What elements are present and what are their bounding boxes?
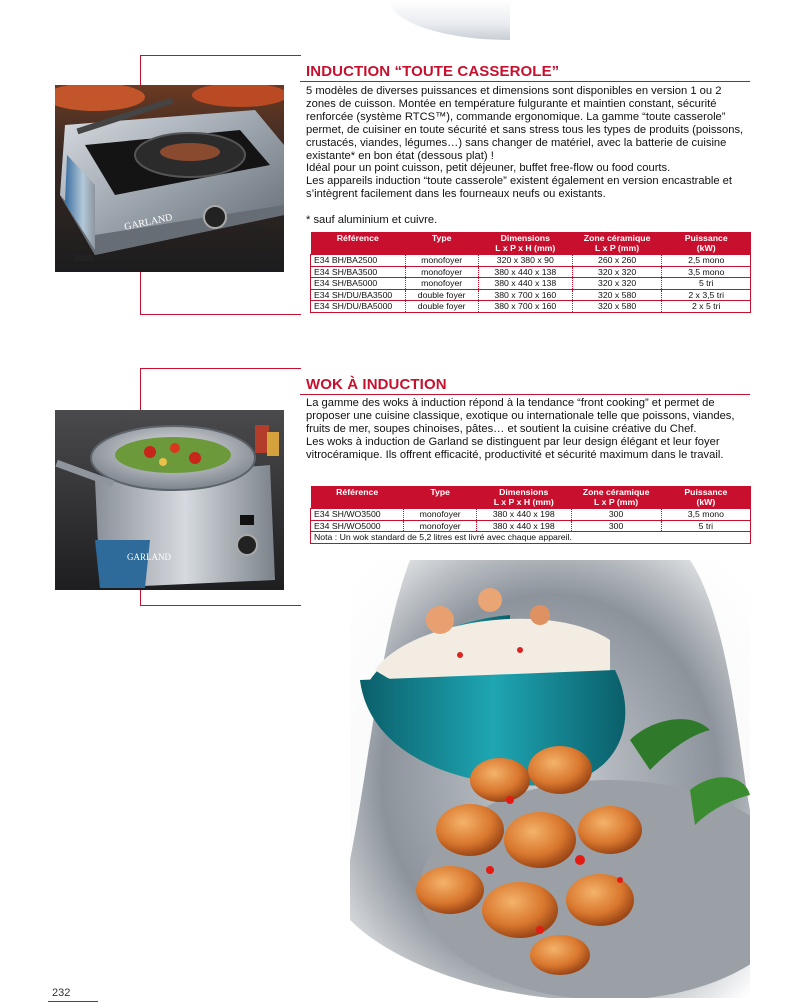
table-cell: 320 x 320 xyxy=(572,278,662,290)
table-cell: 380 x 700 x 160 xyxy=(478,289,572,301)
shrimp-dish-illustration xyxy=(350,560,750,998)
table-header-row xyxy=(311,232,751,255)
footer-rule xyxy=(48,1001,98,1002)
table-cell: monofoyer xyxy=(404,520,477,532)
garland-logo: GARLAND xyxy=(123,212,174,233)
table-cell: 380 x 440 x 198 xyxy=(476,520,571,532)
table-header: Puissance (kW) xyxy=(662,232,751,255)
section-1-body xyxy=(306,85,751,227)
table-cell: E34 SH/WO5000 xyxy=(311,520,404,532)
wok-induction-illustration xyxy=(55,410,284,590)
section-1-paragraph: * sauf aluminium et cuivre. xyxy=(306,214,438,227)
table-header: Dimensions L x P x H (mm) xyxy=(476,486,571,509)
section-2-paragraph: Les woks à induction de Garland se distinguent par leur design élégant et leur foyer vitrocéramique. Ils offrent efficacité, productivité et sécurité maximum dans le travail. xyxy=(306,435,724,461)
table-header: Référence xyxy=(311,486,404,509)
induction-cooker-illustration xyxy=(55,85,284,272)
table-cell: E34 SH/BA3500 xyxy=(311,266,406,278)
section-2-title: WOK À INDUCTION xyxy=(306,376,447,393)
table-cell: 380 x 440 x 198 xyxy=(476,509,571,521)
garland-logo: GARLAND xyxy=(127,552,171,562)
table-cell: double foyer xyxy=(405,301,478,313)
table-cell: 320 x 580 xyxy=(572,301,662,313)
section-1-paragraph: Les appareils induction “toute casserole” existent également en version encastrable et s’intègrent facilement dans les fourneaux neufs ou existants. xyxy=(306,175,732,201)
table-row xyxy=(311,509,751,521)
section-2-frame-top xyxy=(140,368,300,369)
table-header: Référence xyxy=(311,232,406,255)
table-cell: monofoyer xyxy=(405,255,478,267)
table-row xyxy=(311,278,751,290)
table-cell: 380 x 440 x 138 xyxy=(478,278,572,290)
section-2-spec-table xyxy=(310,486,751,544)
table-cell: 320 x 580 xyxy=(572,289,662,301)
section-1-title-rule xyxy=(300,81,750,82)
section-1-frame-top xyxy=(140,55,300,56)
table-cell: E34 SH/DU/BA3500 xyxy=(311,289,406,301)
section-2-body xyxy=(306,397,761,462)
table-row xyxy=(311,266,751,278)
shrimp-dish-photo xyxy=(350,560,750,998)
table-header: Puissance (kW) xyxy=(661,486,750,509)
table-cell: 2 x 5 tri xyxy=(662,301,751,313)
table-cell: 5 tri xyxy=(662,278,751,290)
table-header: Type xyxy=(404,486,477,509)
table-cell: E34 BH/BA2500 xyxy=(311,255,406,267)
section-1-paragraph: 5 modèles de diverses puissances et dimensions sont disponibles en version 1 ou 2 zones de cuisson. Montée en température fulgurante et maintien constant, sécurité renforcée (système RTCS™), commande ergonomique. La gamme “toute casserole” permet, de cuisiner en toute sécurité et sans stress tous les types de produits (poissons, crustacés, viandes, légumes…) sans changer de matériel, avec la batterie de cuisine existante* en bon état (dessous plat) ! xyxy=(306,85,744,162)
table-row xyxy=(311,289,751,301)
induction-cooker-photo xyxy=(55,85,284,272)
table-cell: 320 x 380 x 90 xyxy=(478,255,572,267)
table-cell: E34 SH/WO3500 xyxy=(311,509,404,521)
section-2-title-rule xyxy=(300,394,750,395)
table-cell: 300 xyxy=(571,509,661,521)
table-row xyxy=(311,520,751,532)
table-cell: 320 x 320 xyxy=(572,266,662,278)
table-header: Zone céramique L x P (mm) xyxy=(572,232,662,255)
table-note-row xyxy=(311,532,751,544)
table-cell: 300 xyxy=(571,520,661,532)
table-cell: monofoyer xyxy=(404,509,477,521)
table-header: Zone céramique L x P (mm) xyxy=(571,486,661,509)
wok-induction-photo xyxy=(55,410,284,590)
table-header: Type xyxy=(405,232,478,255)
section-1-title: INDUCTION “TOUTE CASSEROLE” xyxy=(306,63,560,80)
section-1-paragraph: Idéal pour un point cuisson, petit déjeuner, buffet free-flow ou food courts. xyxy=(306,162,671,175)
section-1-paragraph xyxy=(306,201,751,214)
table-cell: 2,5 mono xyxy=(662,255,751,267)
table-cell: 3,5 mono xyxy=(661,509,750,521)
table-cell: 380 x 700 x 160 xyxy=(478,301,572,313)
table-note: Nota : Un wok standard de 5,2 litres est livré avec chaque appareil. xyxy=(311,532,751,544)
section-2-paragraph: La gamme des woks à induction répond à la tendance “front cooking” et permet de proposer une cuisine classique, exotique ou internationale telle que poissons, viandes, fruits de mer, soupes chinoises, pâtes… et soutient la cuisine créative du Chef. xyxy=(306,397,735,435)
table-cell: monofoyer xyxy=(405,278,478,290)
table-cell: 2 x 3,5 tri xyxy=(662,289,751,301)
table-header-row xyxy=(311,486,751,509)
table-cell: 380 x 440 x 138 xyxy=(478,266,572,278)
header-decoration xyxy=(390,0,510,40)
table-row xyxy=(311,301,751,313)
table-header: Dimensions L x P x H (mm) xyxy=(478,232,572,255)
table-cell: 3,5 mono xyxy=(662,266,751,278)
table-row xyxy=(311,255,751,267)
table-cell: E34 SH/BA5000 xyxy=(311,278,406,290)
table-cell: 260 x 260 xyxy=(572,255,662,267)
table-cell: 5 tri xyxy=(661,520,750,532)
table-cell: E34 SH/DU/BA5000 xyxy=(311,301,406,313)
page-number: 232 xyxy=(52,987,71,999)
section-1-spec-table xyxy=(310,232,751,313)
table-cell: double foyer xyxy=(405,289,478,301)
table-cell: monofoyer xyxy=(405,266,478,278)
